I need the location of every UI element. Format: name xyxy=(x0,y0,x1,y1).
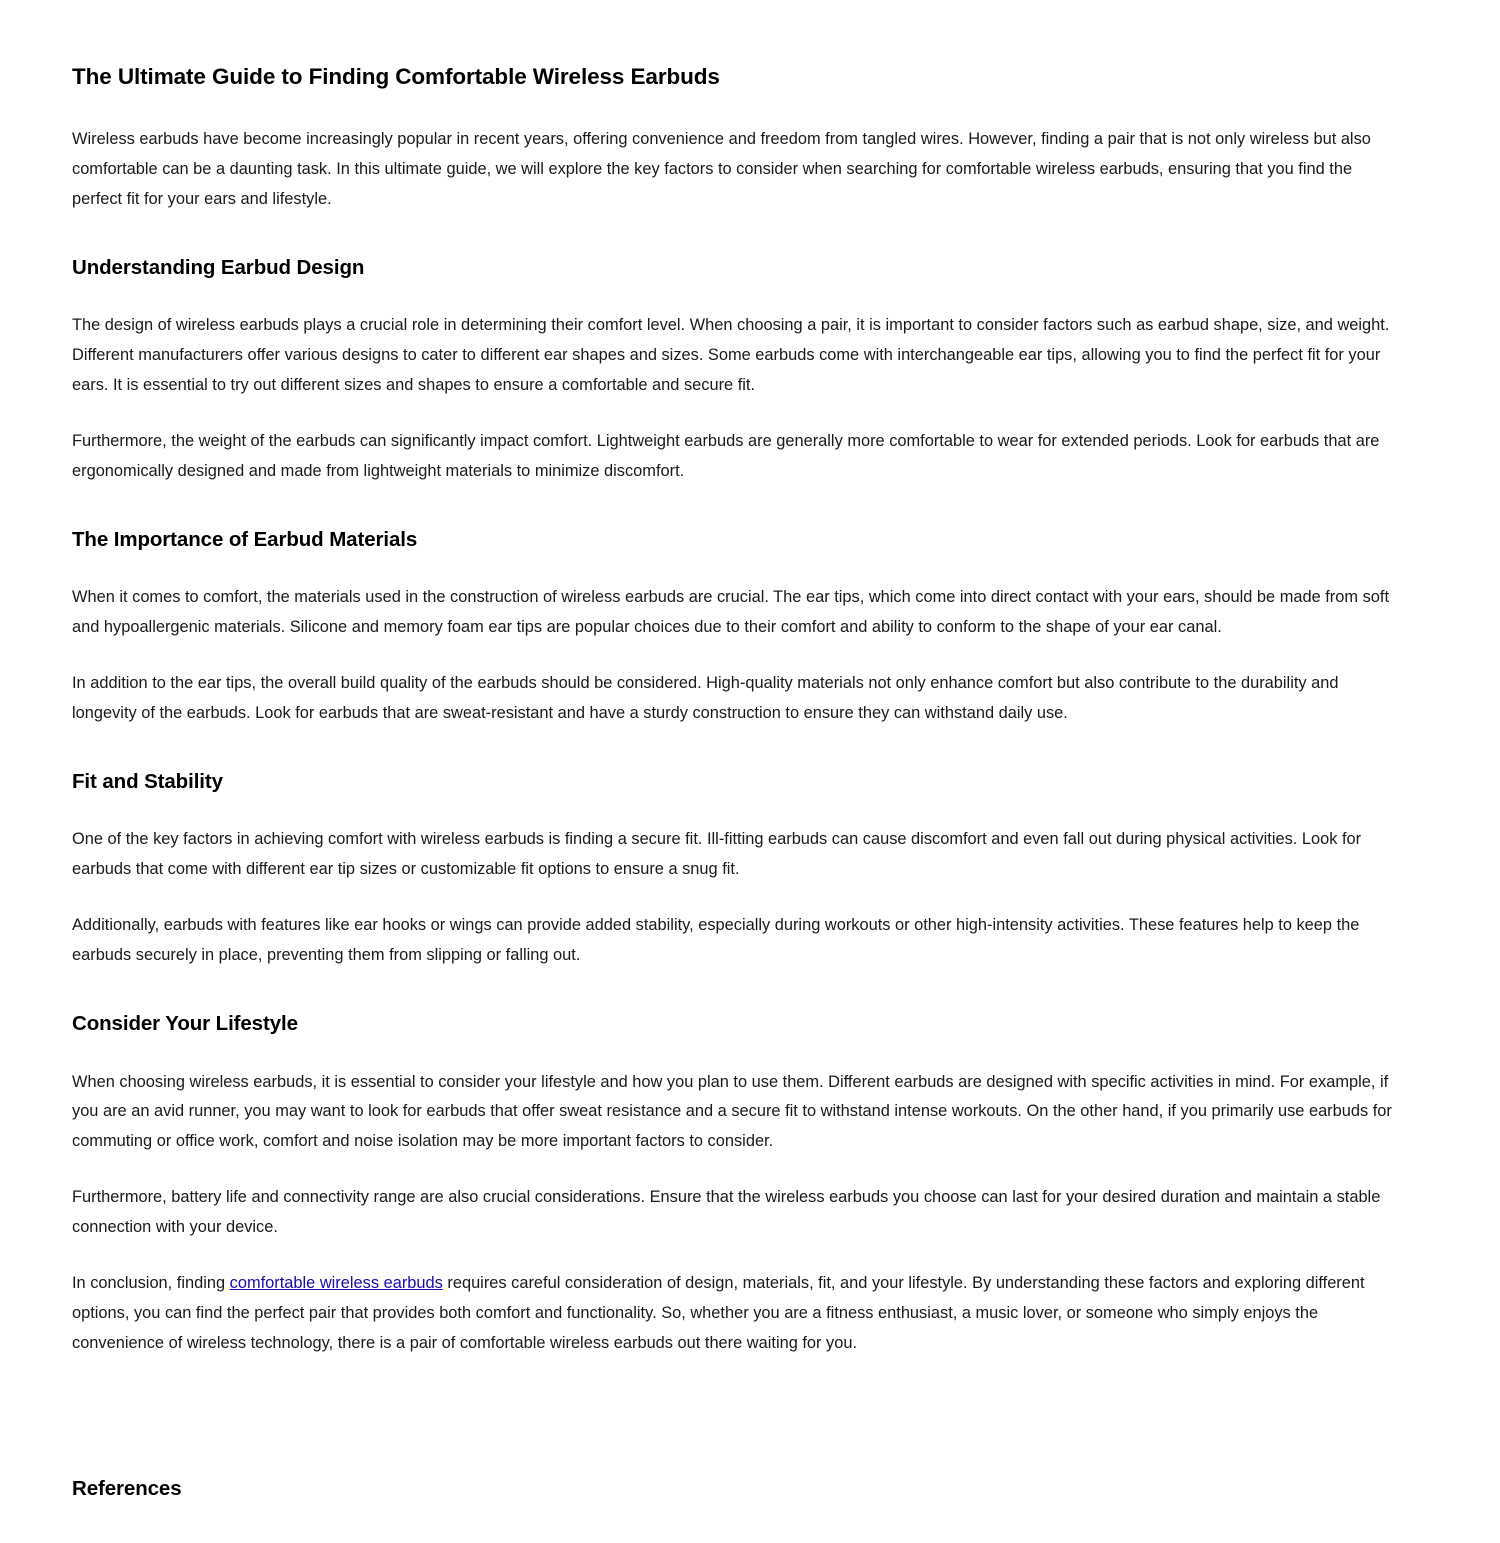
conclusion-paragraph xyxy=(72,1269,1400,1359)
paragraph: One of the key factors in achieving comfort with wireless earbuds is finding a secure fit. Ill-fitting earbuds can cause discomfort and even fall out during physical activities. Look for earbuds that come with different ear tip sizes or customizable fit options to ensure a snug fit. xyxy=(72,830,1362,879)
section-heading-fit-and-stability: Fit and Stability xyxy=(72,769,223,793)
section-heading-understanding-earbud-design: Understanding Earbud Design xyxy=(72,255,365,279)
paragraph: The design of wireless earbuds plays a crucial role in determining their comfort level. When choosing a pair, it is important to consider factors such as earbud shape, size, and weight. Different manufacturers offer various designs to cater to different ear shapes and sizes. Some earbuds come with interchangeable ear tips, allowing you to find the perfect fit for your ears. It is essential to try out different sizes and shapes to ensure a comfortable and secure fit. xyxy=(72,316,1390,395)
paragraph: Furthermore, battery life and connectivity range are also crucial considerations. Ensure that the wireless earbuds you choose can last for your desired duration and maintain a stable connection with your device. xyxy=(72,1188,1381,1236)
section-heading-importance-of-earbud-materials: The Importance of Earbud Materials xyxy=(72,527,418,551)
paragraph: When it comes to comfort, the materials used in the construction of wireless earbuds are crucial. The ear tips, which come into direct contact with your ears, should be made from soft and hypoallergenic materials. Silicone and memory foam ear tips are popular choices due to their comfort and ability to conform to the shape of your ear canal. xyxy=(72,588,1390,637)
section-spacer xyxy=(72,1358,1400,1476)
comfortable-wireless-earbuds-link[interactable]: comfortable wireless earbuds xyxy=(229,1273,443,1292)
section-heading-consider-your-lifestyle: Consider Your Lifestyle xyxy=(72,1011,298,1035)
conclusion-text-before-link: In conclusion, finding xyxy=(72,1273,230,1292)
paragraph: Additionally, earbuds with features like ear hooks or wings can provide added stability, especially during workouts or other high-intensity activities. These features help to keep the earbuds securely in place, preventing them from slipping or falling out. xyxy=(72,916,1360,965)
paragraph: In addition to the ear tips, the overall build quality of the earbuds should be considered. High-quality materials not only enhance comfort but also contribute to the durability and longevity of the earbuds. Look for earbuds that are sweat-resistant and have a sturdy construction to ensure they can withstand daily use. xyxy=(72,674,1339,722)
page-title: The Ultimate Guide to Finding Comfortable Wireless Earbuds xyxy=(72,64,720,89)
conclusion-text-after-link: requires careful consideration of design, materials, fit, and your lifestyle. By understanding these factors and exploring different options, you can find the perfect pair that provides both comfort and functionality. So, whether you are a fitness enthusiast, a music lover, or someone who simply enjoys the convenience of wireless technology, there is a pair of comfortable wireless earbuds out there waiting for you. xyxy=(72,1273,1365,1352)
paragraph: When choosing wireless earbuds, it is essential to consider your lifestyle and how you plan to use them. Different earbuds are designed with specific activities in mind. For example, if you are an avid runner, you may want to look for earbuds that offer sweat resistance and a secure fit to withstand intense workouts. On the other hand, if you primarily use earbuds for commuting or office work, comfort and noise isolation may be more important factors to consider. xyxy=(72,1072,1392,1151)
intro-paragraph: Wireless earbuds have become increasingly popular in recent years, offering convenience and freedom from tangled wires. However, finding a pair that is not only wireless but also comfortable can be a daunting task. In this ultimate guide, we will explore the key factors to consider when searching for comfortable wireless earbuds, ensuring that you find the perfect fit for your ears and lifestyle. xyxy=(72,130,1371,208)
paragraph: Furthermore, the weight of the earbuds can significantly impact comfort. Lightweight earbuds are generally more comfortable to wear for extended periods. Look for earbuds that are ergonomically designed and made from lightweight materials to minimize discomfort. xyxy=(72,432,1380,480)
references-heading: References xyxy=(72,1477,182,1501)
